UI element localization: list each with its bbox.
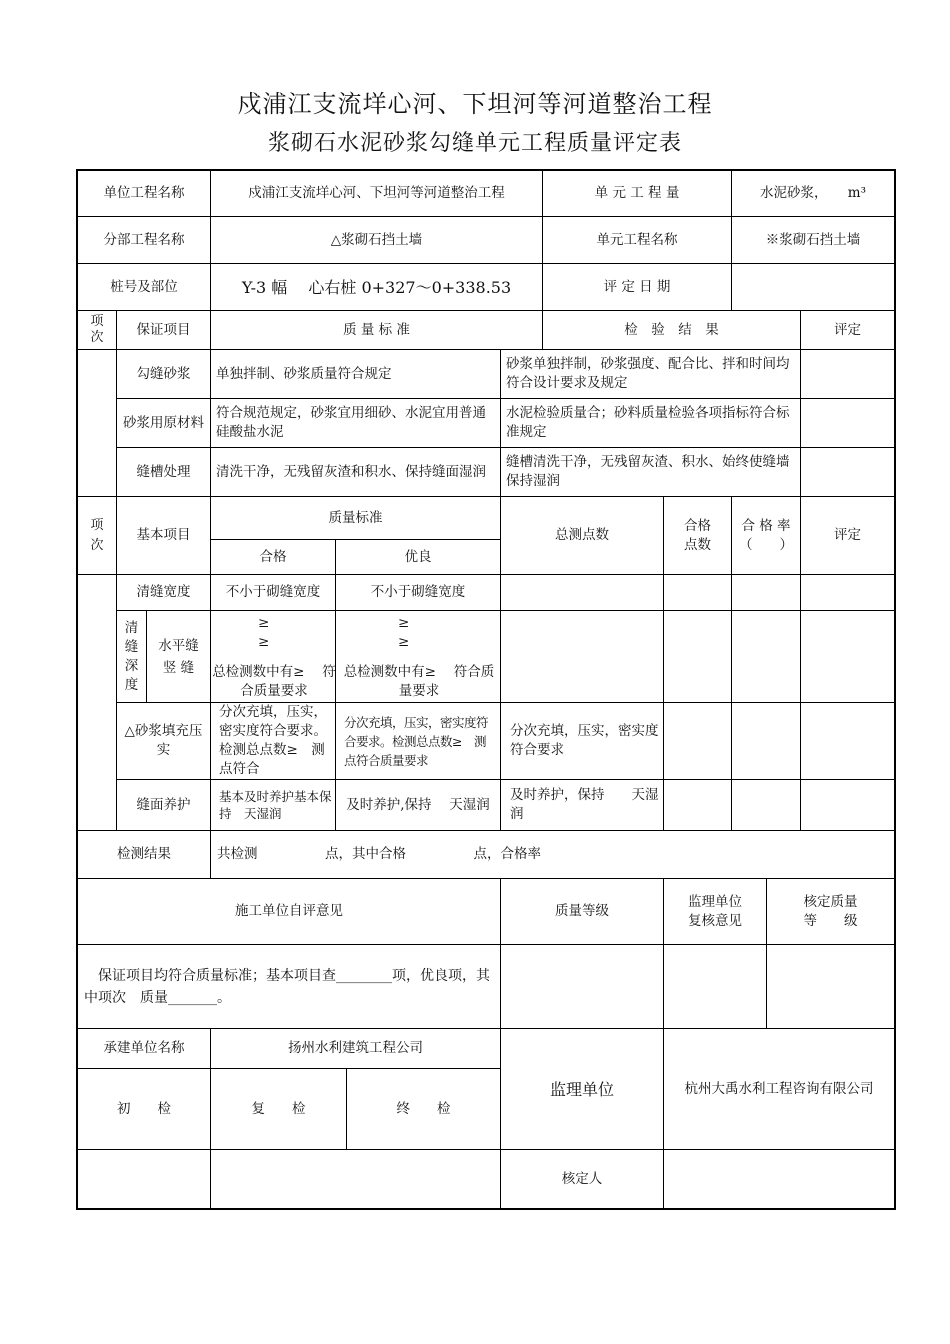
col-rating: 评定 xyxy=(834,321,861,338)
basic-item-fill: △砂浆填充压实 xyxy=(124,723,203,758)
final-check-label: 终 检 xyxy=(396,1100,451,1117)
eval-date-label: 评 定 日 期 xyxy=(603,278,671,295)
basic-good-fill: 分次充填，压实，密实度符合要求。检测总点数≥ 测点符合质量要求 xyxy=(344,714,489,768)
basic-pass-curing: 基本及时养护基本保持 天湿润 xyxy=(219,789,332,821)
guarantee-result: 缝槽清洗干净，无残留灰渣、积水、始终使缝墙保持湿润 xyxy=(506,454,790,489)
basic-item-vertical: 竖 缝 xyxy=(162,659,195,676)
col-quality-standard: 质 量 标 准 xyxy=(343,321,410,338)
detection-result-label: 检测结果 xyxy=(117,846,171,862)
basic-col-rating: 评定 xyxy=(834,527,861,543)
guarantee-standard: 清洗干净，无残留灰渣和积水、保持缝面湿润 xyxy=(216,463,486,480)
station-value: Y-3 幅 心右桩 0+327～0+338.53 xyxy=(241,277,512,297)
quality-grade-label: 质量等级 xyxy=(555,903,609,919)
eval-date-value xyxy=(732,264,894,310)
first-check-label: 初 检 xyxy=(117,1100,171,1117)
basic-col-item: 基本项目 xyxy=(136,527,191,543)
basic-col-pass: 合格 xyxy=(259,548,287,565)
quality-evaluation-table xyxy=(76,169,896,1209)
sub-project-value: △浆砌石挡土墙 xyxy=(330,231,423,248)
re-check-label: 复 检 xyxy=(251,1100,306,1117)
basic-pass-horizontal: ≥ xyxy=(258,614,270,631)
element-name-label: 单元工程名称 xyxy=(596,231,678,248)
basic-pass-vertical: ≥ xyxy=(258,633,270,650)
guarantee-standard: 符合规范规定，砂浆宜用细砂、水泥宜用普通硅酸盐水泥 xyxy=(216,405,486,440)
guarantee-result: 砂浆单独拌制，砂浆强度、配合比、拌和时间均符合设计要求及规定 xyxy=(506,356,790,391)
self-evaluation-label: 施工单位自评意见 xyxy=(235,903,343,919)
basic-group-depth: 清缝深度 xyxy=(124,619,139,693)
basic-result-fill: 分次充填，压实，密实度符合要求 xyxy=(510,723,659,758)
guarantee-item: 勾缝砂浆 xyxy=(136,365,191,382)
unit-project-label: 单位工程名称 xyxy=(103,185,185,201)
self-evaluation-opinion: 保证项目均符合质量标准；基本项目查________项，优良项，其中项次 质量_______。 xyxy=(84,967,490,1006)
col-inspection-result: 检 验 结 果 xyxy=(624,321,719,338)
basic-col-pass-points: 合格点数 xyxy=(684,517,711,553)
basic-col-standard: 质量标准 xyxy=(328,509,383,526)
detection-result-text: 共检测 点，其中合格 点，合格率 xyxy=(217,846,541,862)
guarantee-result: 水泥检验质量合；砂料质量检验各项指标符合标准规定 xyxy=(506,405,790,440)
basic-pass-depth-note: 总检测数中有≥ 符合质量要求 xyxy=(212,664,336,699)
basic-col-good: 优良 xyxy=(404,548,432,565)
basic-result-curing: 及时养护，保持 天湿润 xyxy=(510,787,659,822)
basic-item-curing: 缝面养护 xyxy=(136,796,191,813)
basic-good-depth-note: 总检测数中有≥ 符合质量要求 xyxy=(343,664,495,699)
basic-item-width: 清缝宽度 xyxy=(136,584,191,600)
supervisor-review-label: 监理单位复核意见 xyxy=(688,893,742,929)
basic-col-pass-rate: 合 格 率（ ） xyxy=(739,517,793,553)
basic-col-item-no: 项次 xyxy=(90,517,104,553)
element-qty-value: 水泥砂浆， m³ xyxy=(760,185,866,201)
document-title: 戍浦江支流垟心河、下坦河等河道整治工程 xyxy=(237,90,713,118)
basic-col-total-points: 总测点数 xyxy=(555,527,609,543)
form-title: 浆砌石水泥砂浆勾缝单元工程质量评定表 xyxy=(267,131,682,156)
contractor-value: 扬州水利建筑工程公司 xyxy=(288,1040,423,1056)
verifier-label: 核定人 xyxy=(561,1170,603,1187)
contractor-label: 承建单位名称 xyxy=(103,1040,185,1056)
basic-pass-std: 不小于砌缝宽度 xyxy=(225,584,321,600)
col-guarantee-item: 保证项目 xyxy=(136,321,191,338)
supervisor-label: 监理单位 xyxy=(549,1079,614,1099)
basic-good-horizontal: ≥ xyxy=(398,614,410,631)
guarantee-standard: 单独拌制、砂浆质量符合规定 xyxy=(216,365,392,382)
basic-good-vertical: ≥ xyxy=(398,633,410,650)
basic-good-std: 不小于砌缝宽度 xyxy=(370,584,466,600)
guarantee-item: 砂浆用原材料 xyxy=(123,414,204,431)
col-item-no: 项次 xyxy=(90,314,104,345)
basic-good-curing: 及时养护,保持 天湿润 xyxy=(346,796,490,813)
guarantee-item: 缝槽处理 xyxy=(136,463,191,480)
station-label: 桩号及部位 xyxy=(110,278,178,295)
basic-item-horizontal: 水平缝 xyxy=(158,637,199,654)
verified-grade-label: 核定质量等 级 xyxy=(803,893,858,929)
unit-project-value: 戍浦江支流垟心河、下坦河等河道整治工程 xyxy=(248,185,505,201)
sub-project-label: 分部工程名称 xyxy=(103,231,185,248)
element-name-value: ※浆砌石挡土墙 xyxy=(765,231,861,248)
element-qty-label: 单 元 工 程 量 xyxy=(594,185,680,201)
supervisor-value: 杭州大禹水利工程咨询有限公司 xyxy=(684,1080,874,1097)
basic-pass-fill: 分次充填，压实，密实度符合要求。检测总点数≥ 测点符合 xyxy=(219,704,327,777)
